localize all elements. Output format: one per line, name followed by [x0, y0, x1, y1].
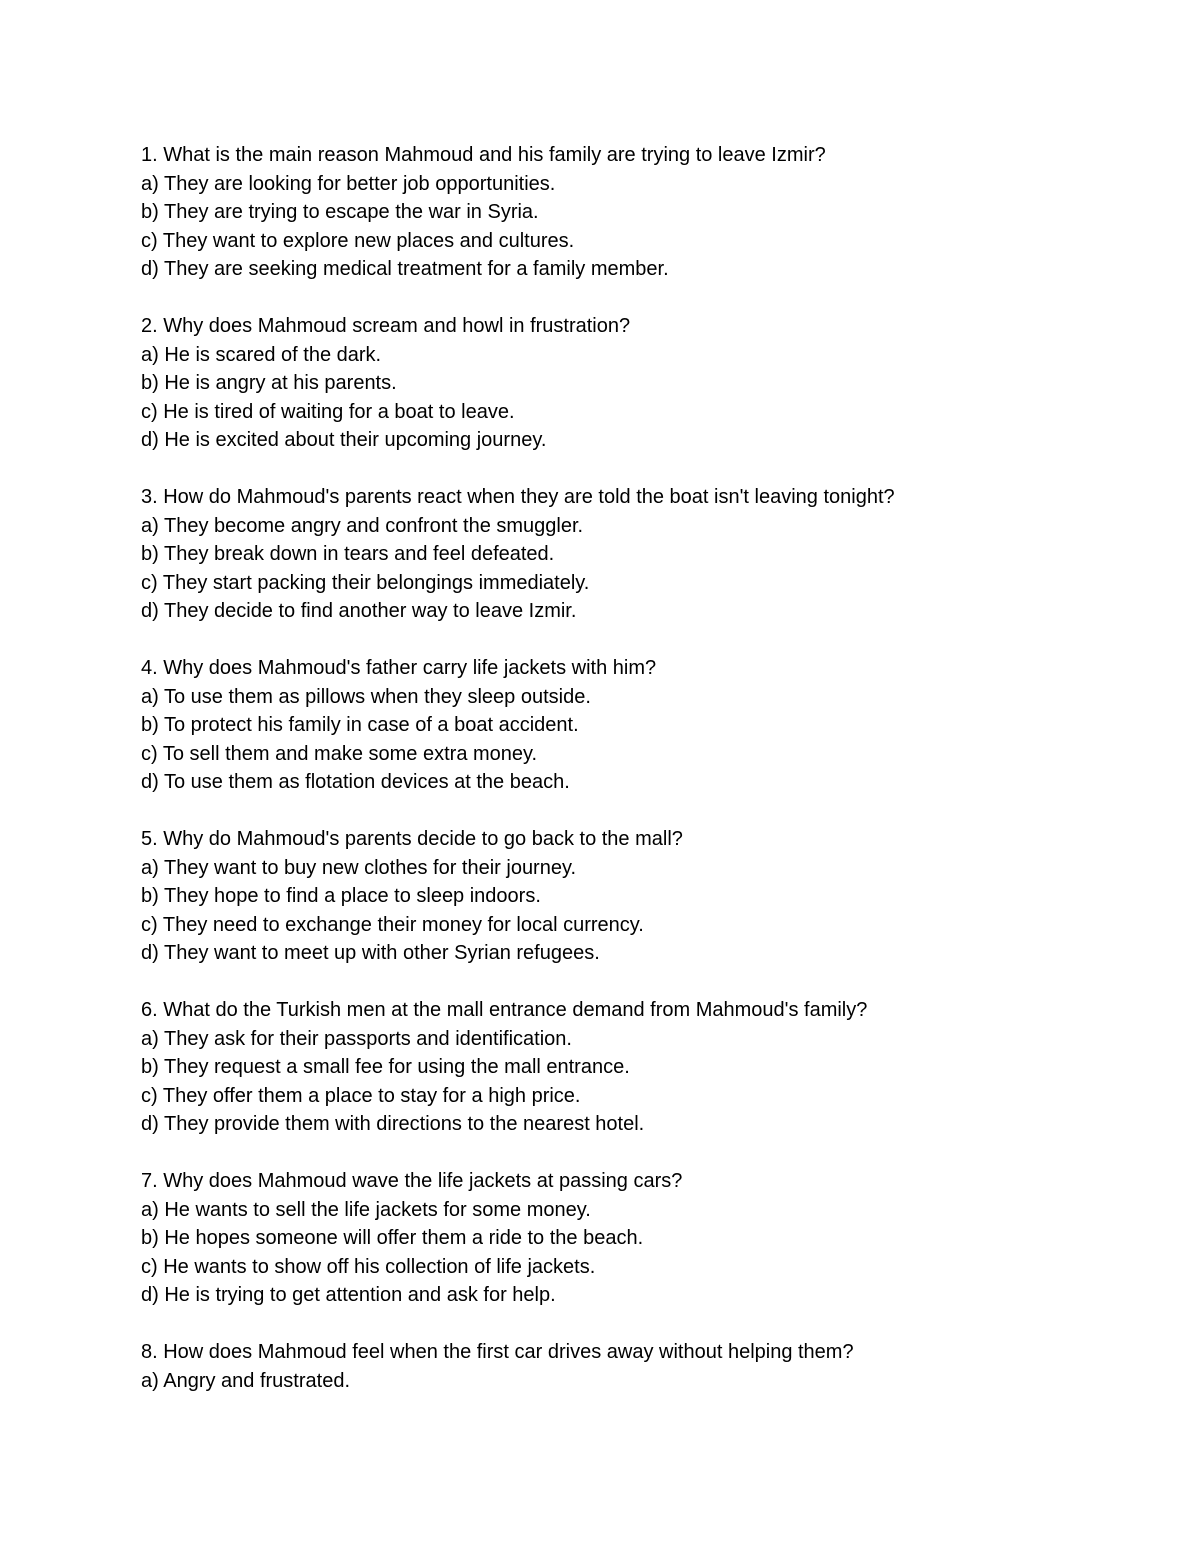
answer-option-a: a) He wants to sell the life jackets for some money.: [141, 1198, 591, 1221]
question-text: 2. Why does Mahmoud scream and howl in frustration?: [141, 315, 631, 337]
question-3: [141, 483, 1101, 626]
answer-option-a: a) Angry and frustrated.: [141, 1369, 351, 1392]
quiz-content: [141, 141, 1101, 1424]
answer-option-a: a) He is scared of the dark.: [141, 343, 382, 366]
question-text: 7. Why does Mahmoud wave the life jackets at passing cars?: [141, 1170, 683, 1192]
answer-option-a: a) To use them as pillows when they sleep outside.: [141, 685, 591, 708]
answer-option-c: c) To sell them and make some extra money.: [141, 742, 538, 765]
answer-option-a: a) They are looking for better job opportunities.: [141, 172, 556, 195]
answer-option-b: b) They hope to find a place to sleep indoors.: [141, 885, 541, 907]
question-text: 3. How do Mahmoud's parents react when they are told the boat isn't leaving tonight?: [141, 486, 895, 508]
answer-option-c: c) They offer them a place to stay for a high price.: [141, 1084, 581, 1107]
answer-option-b: b) He hopes someone will offer them a ride to the beach.: [141, 1227, 644, 1249]
answer-option-b: b) They are trying to escape the war in Syria.: [141, 201, 539, 223]
answer-option-a: a) They ask for their passports and identification.: [141, 1027, 572, 1050]
answer-option-b: b) They break down in tears and feel defeated.: [141, 543, 555, 565]
answer-option-d: d) To use them as flotation devices at the beach.: [141, 771, 570, 793]
answer-option-d: d) He is excited about their upcoming journey.: [141, 429, 547, 451]
question-7: [141, 1167, 1101, 1310]
answer-option-d: d) They want to meet up with other Syrian refugees.: [141, 942, 600, 964]
question-8: [141, 1338, 1101, 1395]
answer-option-b: b) To protect his family in case of a boat accident.: [141, 714, 579, 736]
question-text: 5. Why do Mahmoud's parents decide to go back to the mall?: [141, 828, 683, 850]
answer-option-c: c) He is tired of waiting for a boat to leave.: [141, 400, 515, 423]
answer-option-c: c) They want to explore new places and cultures.: [141, 229, 575, 252]
question-text: 1. What is the main reason Mahmoud and his family are trying to leave Izmir?: [141, 144, 826, 166]
answer-option-c: c) They start packing their belongings immediately.: [141, 571, 590, 594]
question-6: [141, 996, 1101, 1139]
answer-option-b: b) They request a small fee for using the mall entrance.: [141, 1056, 630, 1078]
answer-option-a: a) They want to buy new clothes for their journey.: [141, 856, 577, 879]
question-text: 8. How does Mahmoud feel when the first car drives away without helping them?: [141, 1341, 854, 1363]
answer-option-d: d) They decide to find another way to leave Izmir.: [141, 600, 577, 622]
answer-option-d: d) They provide them with directions to the nearest hotel.: [141, 1113, 645, 1135]
question-text: 6. What do the Turkish men at the mall entrance demand from Mahmoud's family?: [141, 999, 868, 1021]
answer-option-c: c) He wants to show off his collection of life jackets.: [141, 1255, 596, 1278]
question-text: 4. Why does Mahmoud's father carry life jackets with him?: [141, 657, 657, 679]
answer-option-d: d) They are seeking medical treatment for a family member.: [141, 258, 669, 280]
answer-option-d: d) He is trying to get attention and ask for help.: [141, 1284, 556, 1306]
question-2: [141, 312, 1101, 455]
question-1: [141, 141, 1101, 284]
answer-option-b: b) He is angry at his parents.: [141, 372, 397, 394]
answer-option-a: a) They become angry and confront the smuggler.: [141, 514, 584, 537]
question-4: [141, 654, 1101, 797]
answer-option-c: c) They need to exchange their money for local currency.: [141, 913, 644, 936]
question-5: [141, 825, 1101, 968]
